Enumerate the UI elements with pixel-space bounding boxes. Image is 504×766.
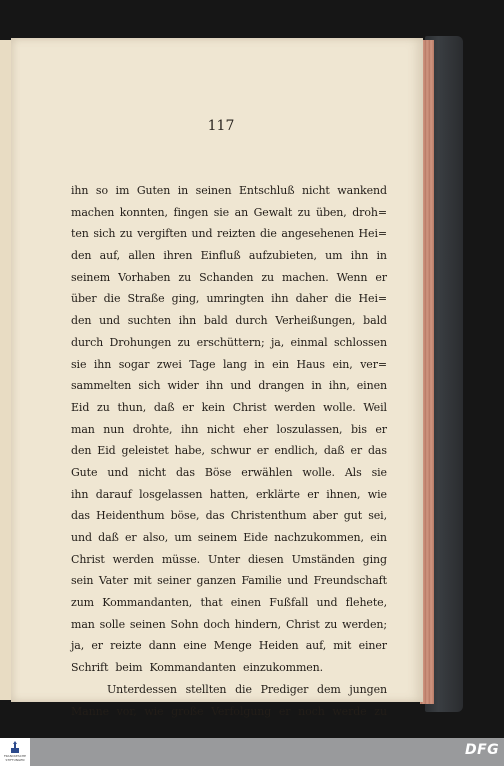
text-line: und daß er also, um seinem Eide nachzukommen, ein bbox=[71, 531, 387, 544]
text-line: den auf, allen ihren Einfluß aufzubieten, um ihn in bbox=[71, 249, 387, 263]
text-line: ihn darauf losgelassen hatten, erklärte er ihnen, wie bbox=[71, 487, 387, 501]
text-line: zum Kommandanten, that einen Fußfall und flehete, bbox=[71, 596, 387, 610]
text-line: seinem Vorhaben zu Schanden zu machen. Wenn er bbox=[71, 270, 387, 284]
francke-logo-icon bbox=[11, 741, 19, 753]
book-page bbox=[11, 38, 423, 718]
text-line: Christ werden müsse. Unter diesen Umständen ging bbox=[71, 552, 387, 566]
text-line: sie ihn sogar zwei Tage lang in ein Haus ein, ver= bbox=[71, 357, 387, 371]
body-text bbox=[71, 180, 387, 722]
text-line: über die Straße ging, umringten ihn daher die Hei= bbox=[71, 292, 387, 306]
footer-bar bbox=[0, 738, 504, 766]
text-line: Eid zu thun, daß er kein Christ werden wolle. Weil bbox=[71, 400, 387, 414]
text-line: ja, er reizte dann eine Menge Heiden auf, mit einer bbox=[71, 639, 387, 653]
text-line: Unterdessen stellten die Prediger dem jungen bbox=[107, 682, 387, 696]
text-line: man solle seinen Sohn doch hindern, Christ zu werden; bbox=[71, 617, 387, 631]
text-line: Manne vor, wie große Verfolgung er noch werde zu bbox=[71, 704, 387, 718]
text-line: ten sich zu vergiften und reizten die angesehenen Hei= bbox=[71, 227, 387, 241]
text-line: Schrift beim Kommandanten einzukommen. bbox=[71, 661, 324, 675]
text-line: sein Vater mit seiner ganzen Familie und Freundschaft bbox=[71, 574, 387, 588]
text-line: durch Drohungen zu erschüttern; ja, einmal schlossen bbox=[71, 335, 387, 349]
dfg-logo: DFG bbox=[465, 742, 500, 758]
text-line: Gute und nicht das Böse erwählen wolle. Als sie bbox=[71, 465, 387, 479]
text-line: das Heidenthum böse, das Christenthum aber gut sei, bbox=[71, 509, 387, 523]
text-line: den und suchten ihn bald durch Verheißungen, bald bbox=[71, 314, 387, 328]
text-line: den Eid geleistet habe, schwur er endlich, daß er das bbox=[71, 444, 387, 458]
page-number: 117 bbox=[207, 118, 235, 134]
text-line: sammelten sich wider ihn und drangen in ihn, einen bbox=[71, 379, 387, 393]
text-line: man nun drohte, ihn nicht eher loszulassen, bis er bbox=[71, 422, 387, 436]
text-line: ihn so im Guten in seinen Entschluß nicht wankend bbox=[71, 184, 387, 197]
text-line: machen konnten, fingen sie an Gewalt zu üben, droh= bbox=[71, 205, 387, 219]
institution-logo-text: FRANCKESCHE STIFTUNGEN bbox=[3, 754, 27, 762]
